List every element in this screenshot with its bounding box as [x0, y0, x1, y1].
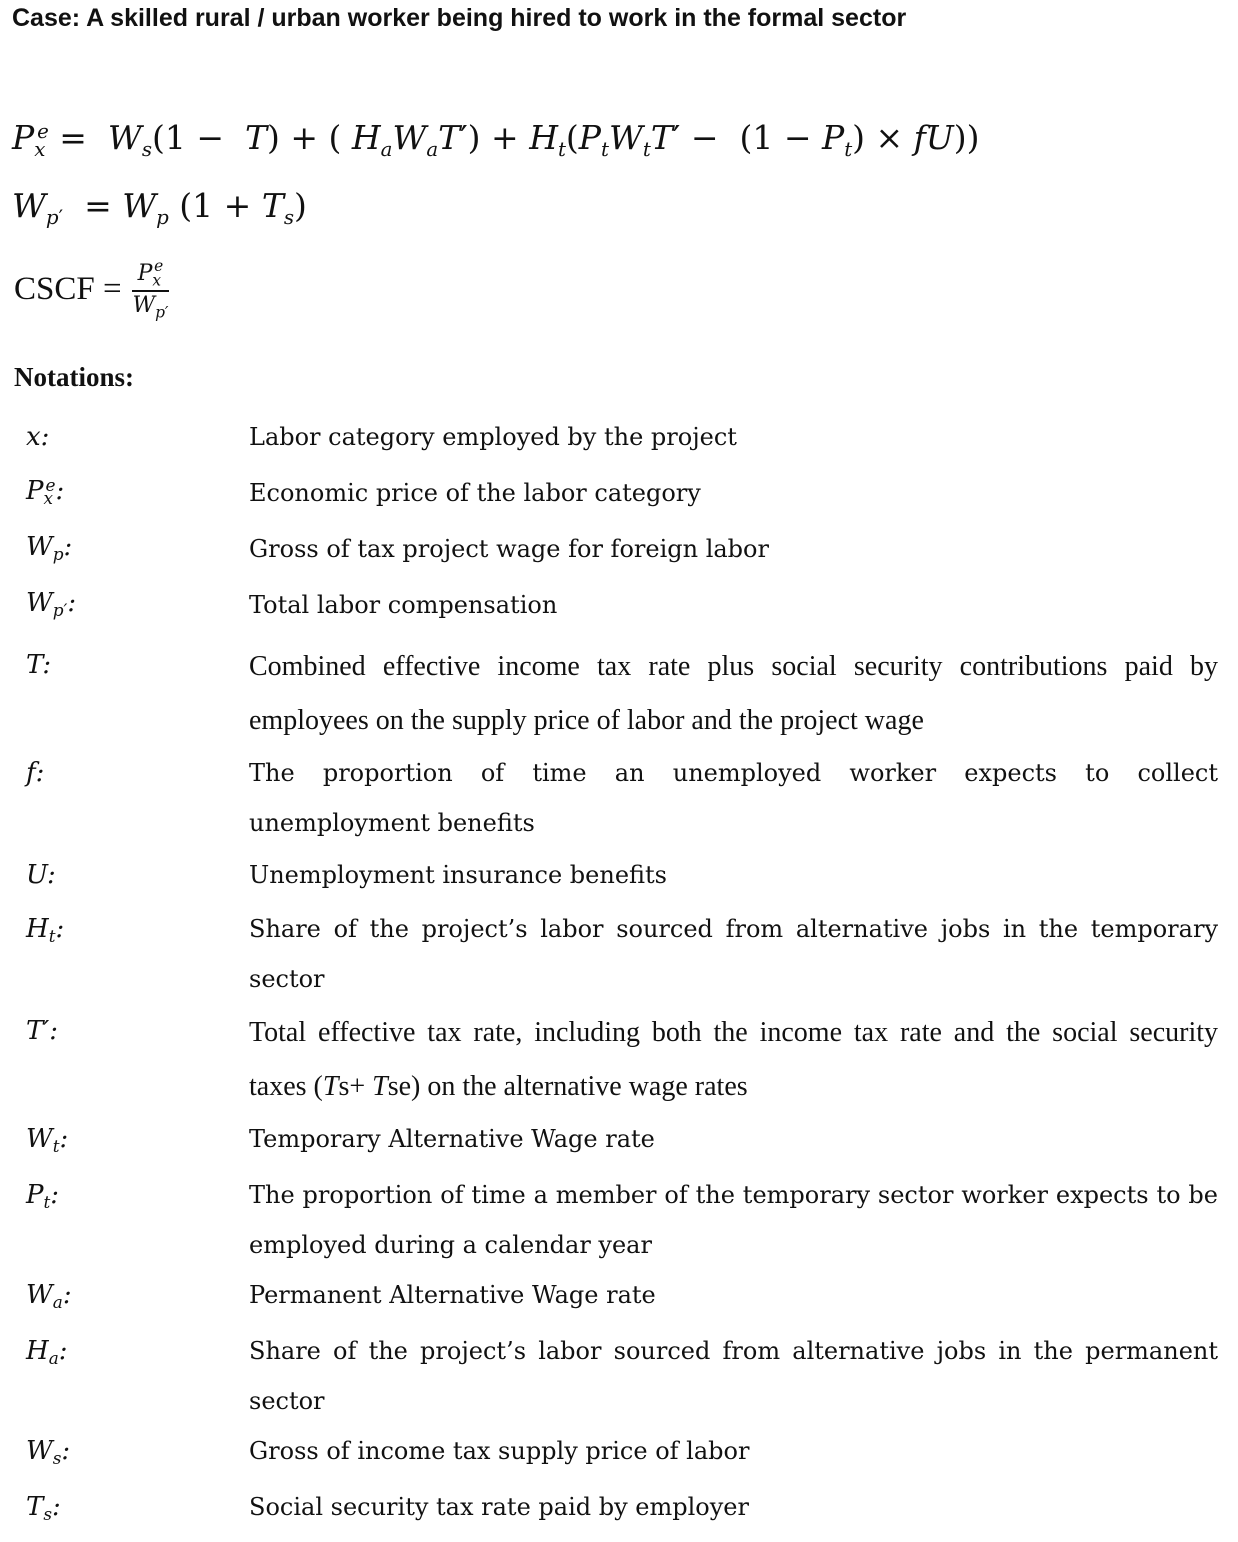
notation-symbol: $W_p$: [26, 532, 73, 565]
notation-symbol: $H_a$: [26, 1336, 68, 1369]
notation-symbol: $H_t$: [26, 914, 65, 947]
notation-description [249, 1006, 1218, 1114]
notation-symbol: $W_s$: [26, 1436, 71, 1469]
notation-description: The proportion of time a member of the temporary sector worker expects to be employed during a calendar year [249, 1181, 1218, 1259]
equation-cscf [14, 258, 169, 322]
notation-symbol: $W_t$: [26, 1124, 69, 1157]
equation-economic-price: $P_x^e = W_s(1 - T)$ + ( $H_aW_aT') + H_t(P_tW_tT' - (1 - P_t) \times fU)$) [12, 118, 980, 161]
notation-description-part: s+ [338, 1071, 373, 1102]
notation-symbol: T: [26, 650, 52, 680]
notation-description-part: se) on the alternative wage rates [387, 1071, 748, 1102]
notation-description: The proportion of time an unemployed worker expects to collect unemployment benefits [249, 759, 1218, 837]
notation-symbol: x: [26, 422, 50, 452]
notation-description: Gross of tax project wage for foreign labor [249, 535, 769, 563]
notation-description: Temporary Alternative Wage rate [249, 1125, 655, 1153]
cscf-fraction [132, 258, 170, 322]
cscf-numerator: $P_x^e$ [132, 258, 170, 292]
notation-symbol: T′: [26, 1016, 59, 1046]
page-title: Case: A skilled rural / urban worker being hired to work in the formal sector [12, 4, 907, 32]
notation-symbol: $T_s$: [26, 1492, 61, 1525]
cscf-denominator: $W_{p'}$ [132, 292, 169, 321]
notation-symbol: $W_a$: [26, 1280, 72, 1313]
notation-symbol: $W_{p'}$: [26, 588, 77, 621]
notation-description: Labor category employed by the project [249, 423, 737, 451]
notation-description: Social security tax rate paid by employer [249, 1493, 749, 1521]
notation-symbol: $P_x^e$: [26, 474, 65, 509]
cscf-label: CSCF = [14, 271, 122, 308]
notation-symbol: U: [26, 860, 56, 890]
notation-description: Unemployment insurance benefits [249, 861, 667, 889]
notation-symbol: $P_t$: [26, 1180, 60, 1213]
notations-heading: Notations: [14, 362, 134, 392]
notation-description: Economic price of the labor category [249, 479, 701, 507]
notation-description: Share of the project’s labor sourced from alternative jobs in the temporary sector [249, 915, 1218, 993]
notation-description: Combined effective income tax rate plus social security contributions paid by employees on the supply price of labor and the project wage [249, 651, 1218, 736]
notation-description-part: T [322, 1071, 339, 1102]
notation-description: Gross of income tax supply price of labor [249, 1437, 750, 1465]
notation-description-part: Total effective tax rate, including both the income tax rate and the social security taxes ( [249, 1017, 1218, 1102]
notation-description: Total labor compensation [249, 591, 558, 619]
equation-total-compensation: $W_{p'} = W_p$ $(1 + T_s)$ [12, 186, 307, 229]
notation-description: Share of the project’s labor sourced from alternative jobs in the permanent sector [249, 1337, 1218, 1415]
notation-description: Permanent Alternative Wage rate [249, 1281, 656, 1309]
notation-symbol: f: [26, 758, 45, 788]
notation-description-part: T [372, 1071, 388, 1102]
